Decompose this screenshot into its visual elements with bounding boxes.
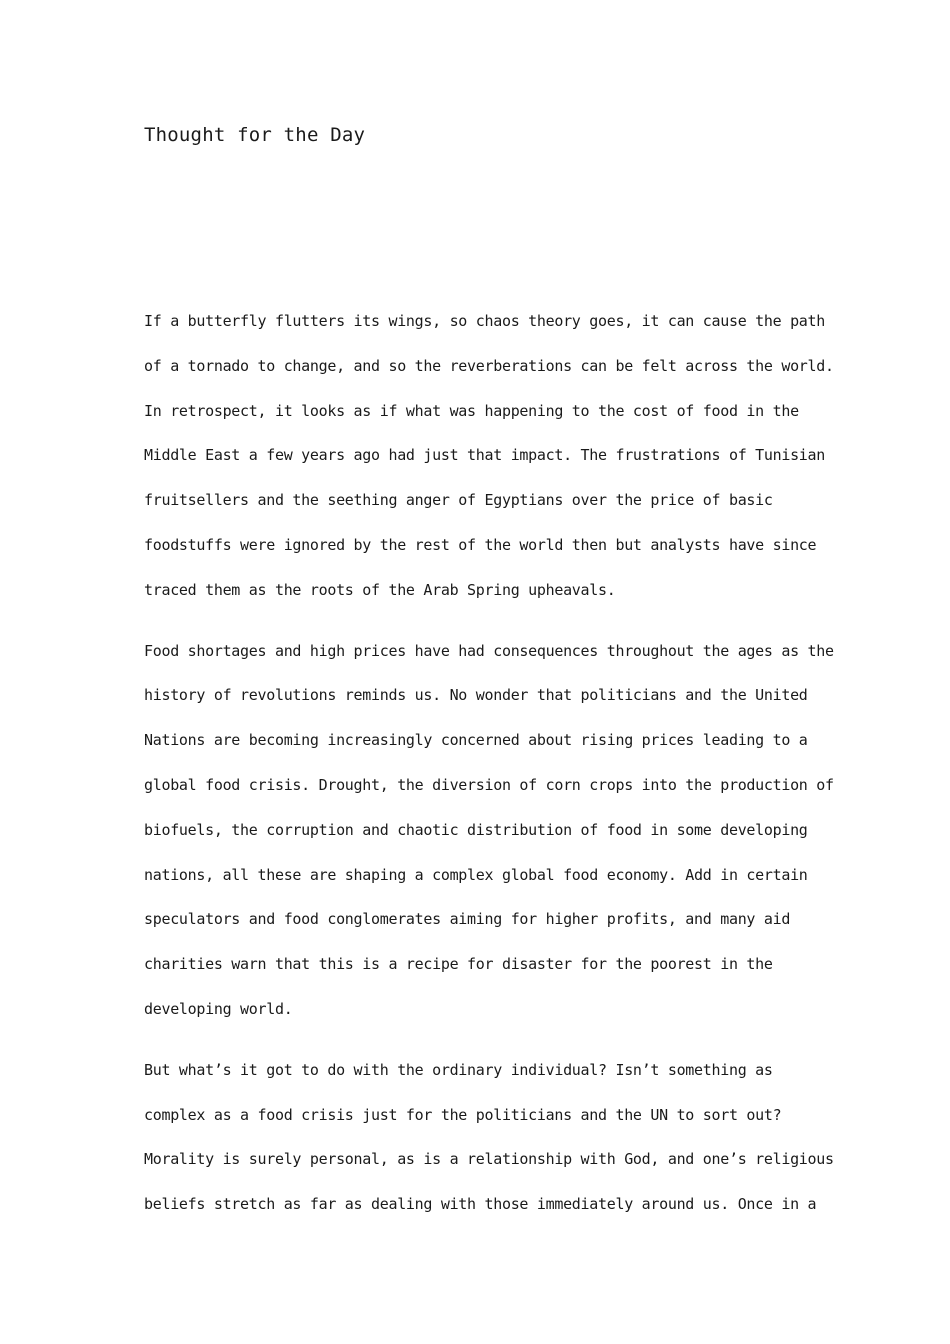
- text-line: nations, all these are shaping a complex global food economy. Add in certain: [144, 865, 808, 884]
- text-line: biofuels, the corruption and chaotic distribution of food in some developing: [144, 820, 808, 839]
- text-line: Food shortages and high prices have had consequences throughout the ages as the: [144, 641, 834, 660]
- text-line: of a tornado to change, and so the reverberations can be felt across the world.: [144, 356, 834, 375]
- text-line: foodstuffs were ignored by the rest of the world then but analysts have since: [144, 535, 817, 554]
- text-line: developing world.: [144, 999, 293, 1018]
- text-line: Nations are becoming increasingly concerned about rising prices leading to a: [144, 731, 808, 750]
- text-line: speculators and food conglomerates aiming for higher profits, and many aid: [144, 910, 791, 929]
- text-line: beliefs stretch as far as dealing with those immediately around us. Once in a: [144, 1195, 817, 1214]
- text-line: If a butterfly flutters its wings, so chaos theory goes, it can cause the path: [144, 312, 826, 330]
- paragraph: [144, 636, 834, 1039]
- text-line: Morality is surely personal, as is a relationship with God, and one’s religious: [144, 1150, 834, 1169]
- paragraph: [144, 306, 834, 620]
- text-line: history of revolutions reminds us. No wonder that politicians and the United: [144, 686, 808, 705]
- document-body: [144, 306, 834, 1250]
- text-line: complex as a food crisis just for the politicians and the UN to sort out?: [144, 1105, 782, 1124]
- document-title: Thought for the Day: [144, 124, 366, 146]
- text-line: Middle East a few years ago had just that impact. The frustrations of Tunisian: [144, 446, 826, 465]
- text-line: fruitsellers and the seething anger of Egyptians over the price of basic: [144, 491, 773, 510]
- text-line: In retrospect, it looks as if what was happening to the cost of food in the: [144, 401, 799, 420]
- text-line: traced them as the roots of the Arab Spring upheavals.: [144, 580, 616, 599]
- paragraph: [144, 1055, 834, 1234]
- text-line: global food crisis. Drought, the diversion of corn crops into the production of: [144, 775, 834, 794]
- text-line: charities warn that this is a recipe for disaster for the poorest in the: [144, 955, 773, 974]
- text-line: But what’s it got to do with the ordinary individual? Isn’t something as: [144, 1060, 773, 1079]
